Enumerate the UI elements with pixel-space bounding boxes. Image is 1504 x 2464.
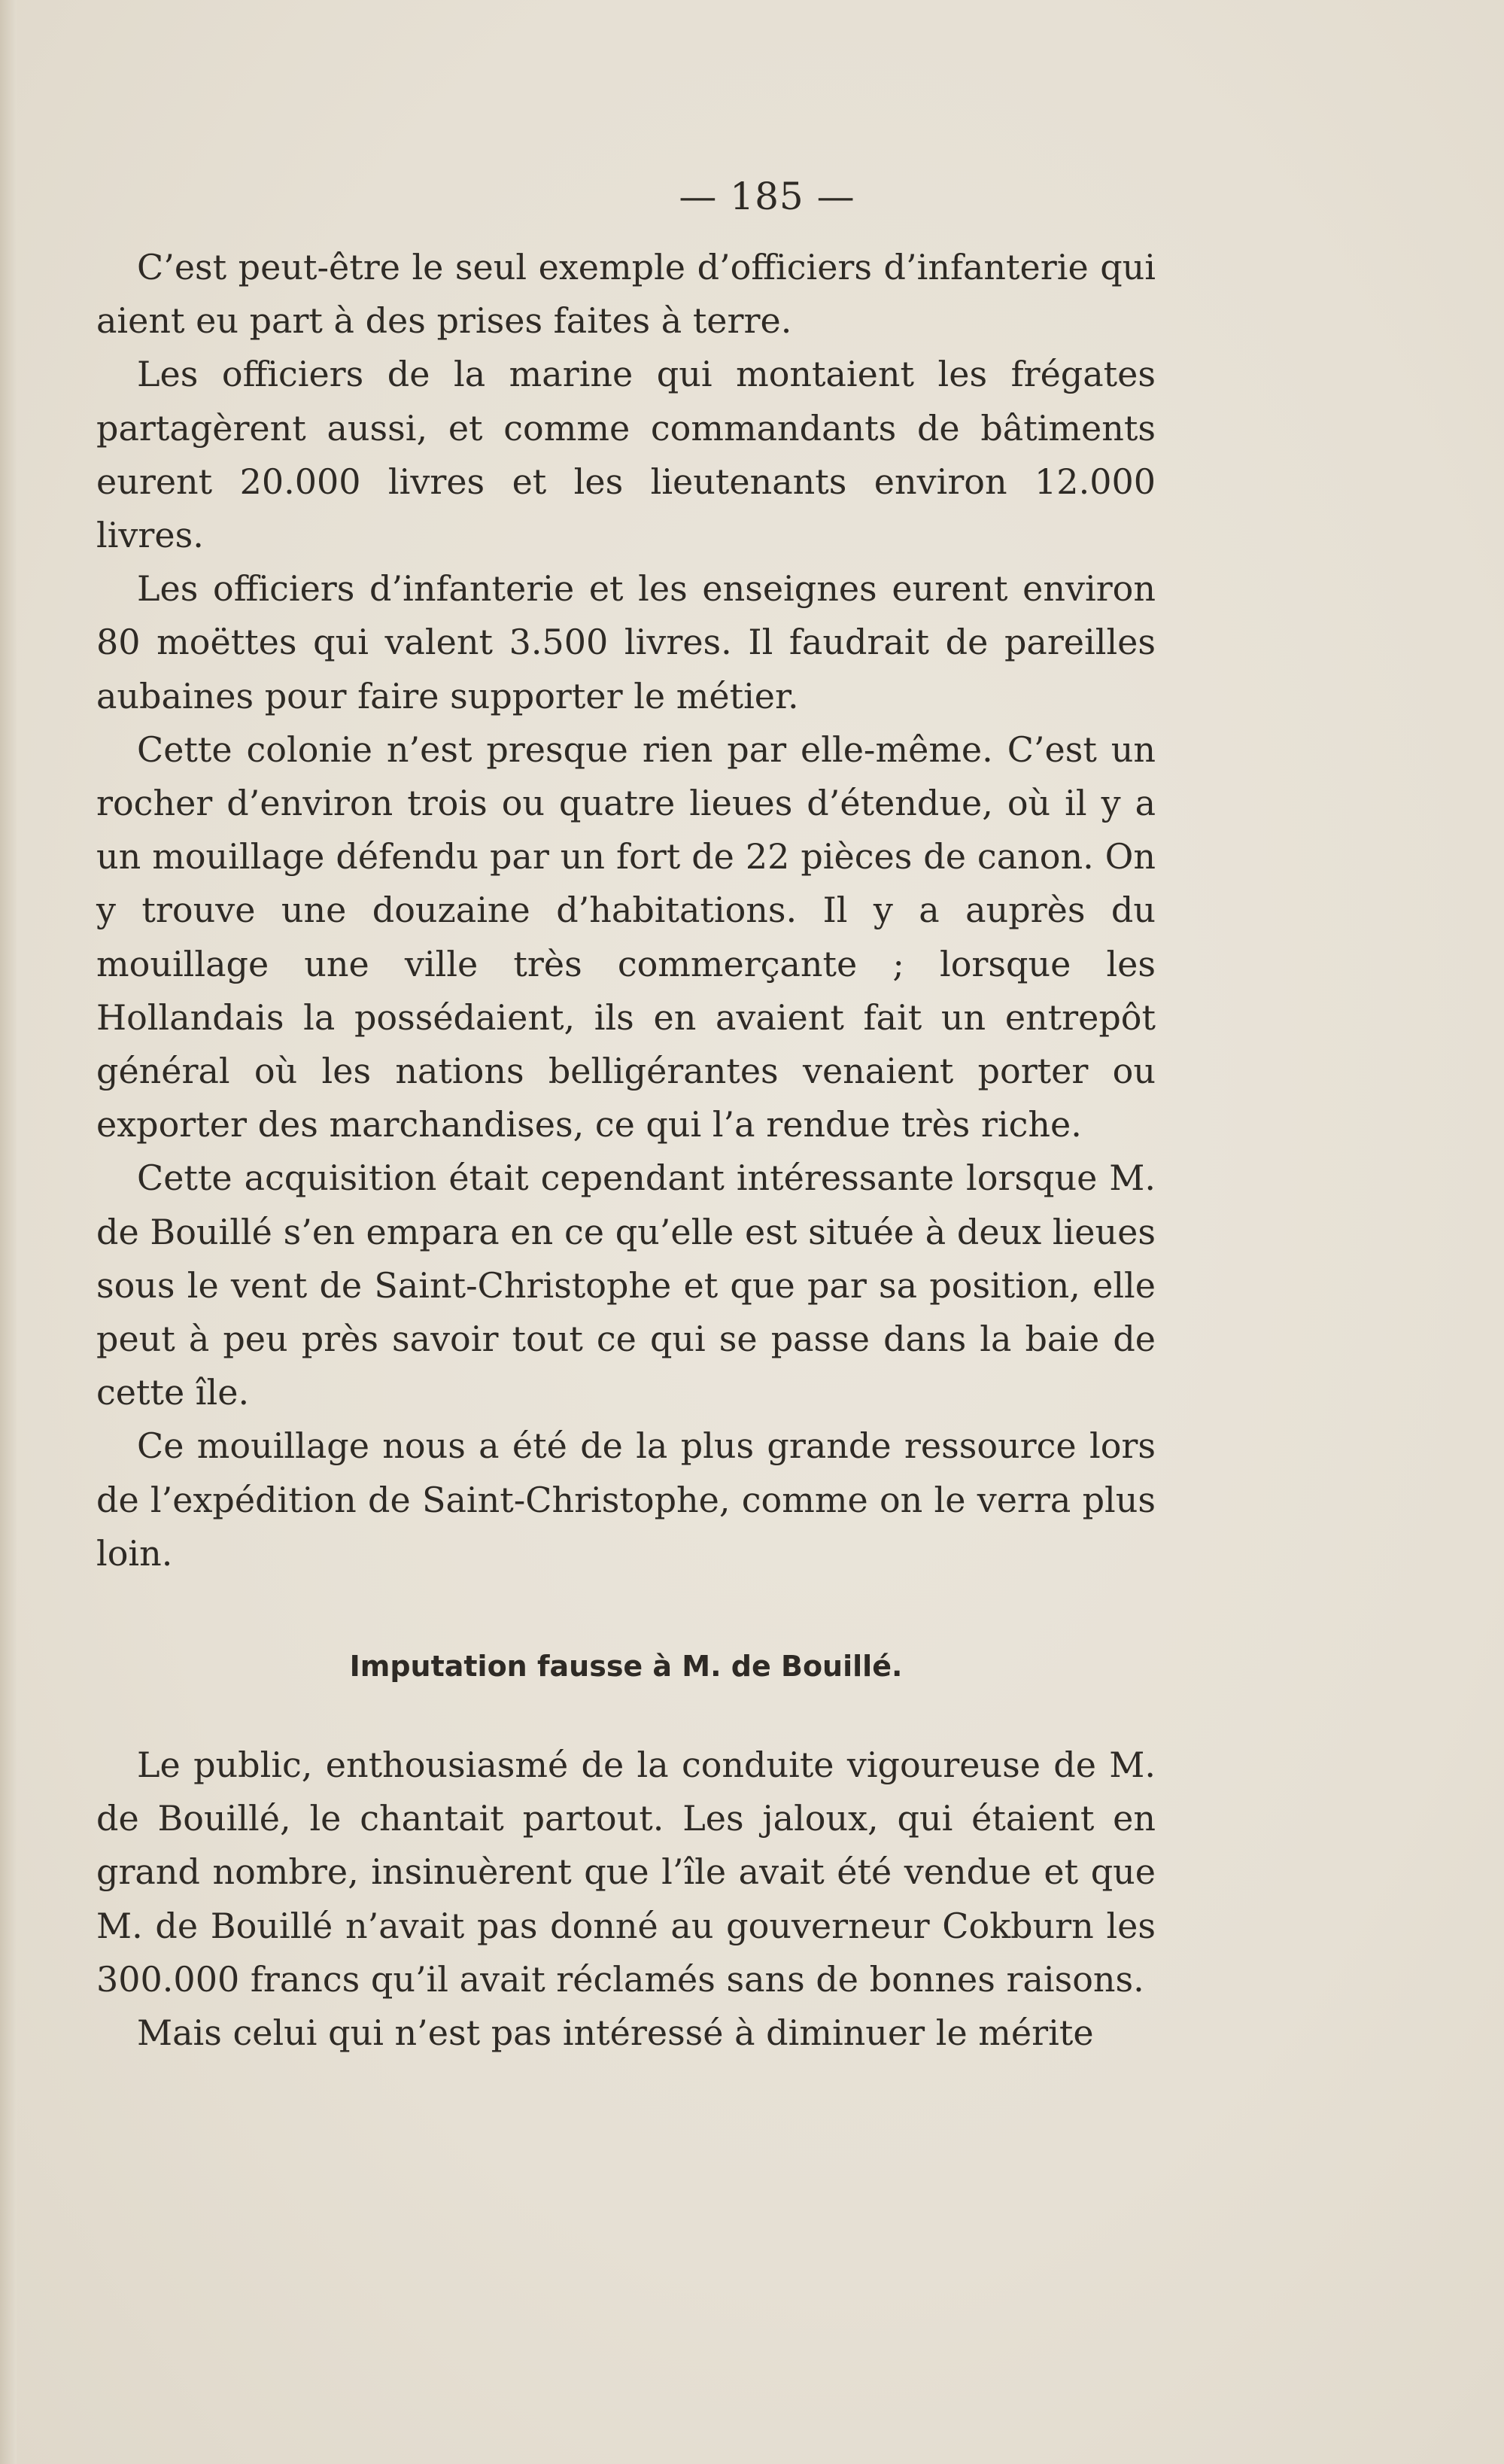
body-text-section-1 bbox=[96, 241, 1156, 1580]
body-text-section-2 bbox=[96, 1738, 1156, 2060]
paragraph: Ce mouillage nous a été de la plus grande ressource lors de l’expédition de Saint-Christophe, comme on le verra plus loin. bbox=[96, 1425, 1156, 1574]
paragraph: Cette colonie n’est presque rien par elle-même. C’est un rocher d’environ trois ou quatre lieues d’étendue, où il y a un mouillage défendu par un fort de 22 pièces de canon. On y trouve une douzaine d’habitations. Il y a auprès du mouillage une ville très commerçante ; lorsque les Hollandais la possédaient, ils en avaient fait un entrepôt général où les nations belligérantes venaient porter ou exporter des marchandises, ce qui l’a rendue très riche. bbox=[96, 729, 1156, 1145]
paragraph: Les officiers de la marine qui montaient les frégates partagèrent aussi, et comme commandants de bâtiments eurent 20.000 livres et les lieutenants environ 12.000 livres. bbox=[96, 354, 1156, 556]
paragraph: C’est peut-être le seul exemple d’officiers d’infanterie qui aient eu part à des prises faites à terre. bbox=[96, 247, 1156, 342]
page-spine-shadow bbox=[0, 0, 17, 2464]
section-heading: Imputation fausse à M. de Bouillé. bbox=[349, 1650, 903, 1683]
page-number: — 185 — bbox=[679, 175, 855, 218]
paragraph: Les officiers d’infanterie et les enseignes eurent environ 80 moëttes qui valent 3.500 livres. Il faudrait de pareilles aubaines pour faire supporter le métier. bbox=[96, 568, 1156, 716]
paragraph: Le public, enthousiasmé de la conduite vigoureuse de M. de Bouillé, le chantait partout. Les jaloux, qui étaient en grand nombre, insinuèrent que l’île avait été vendue et que M. de Bouillé n’avait pas donné au gouverneur Cokburn les 300.000 francs qu’il avait réclamés sans de bonnes raisons. bbox=[96, 1745, 1156, 2000]
paragraph: Cette acquisition était cependant intéressante lorsque M. de Bouillé s’en empara en ce qu’elle est située à deux lieues sous le vent de Saint-Christophe et que par sa position, elle peut à peu près savoir tout ce qui se passe dans la baie de cette île. bbox=[96, 1157, 1156, 1413]
paragraph: Mais celui qui n’est pas intéressé à diminuer le mérite bbox=[137, 2012, 1094, 2054]
